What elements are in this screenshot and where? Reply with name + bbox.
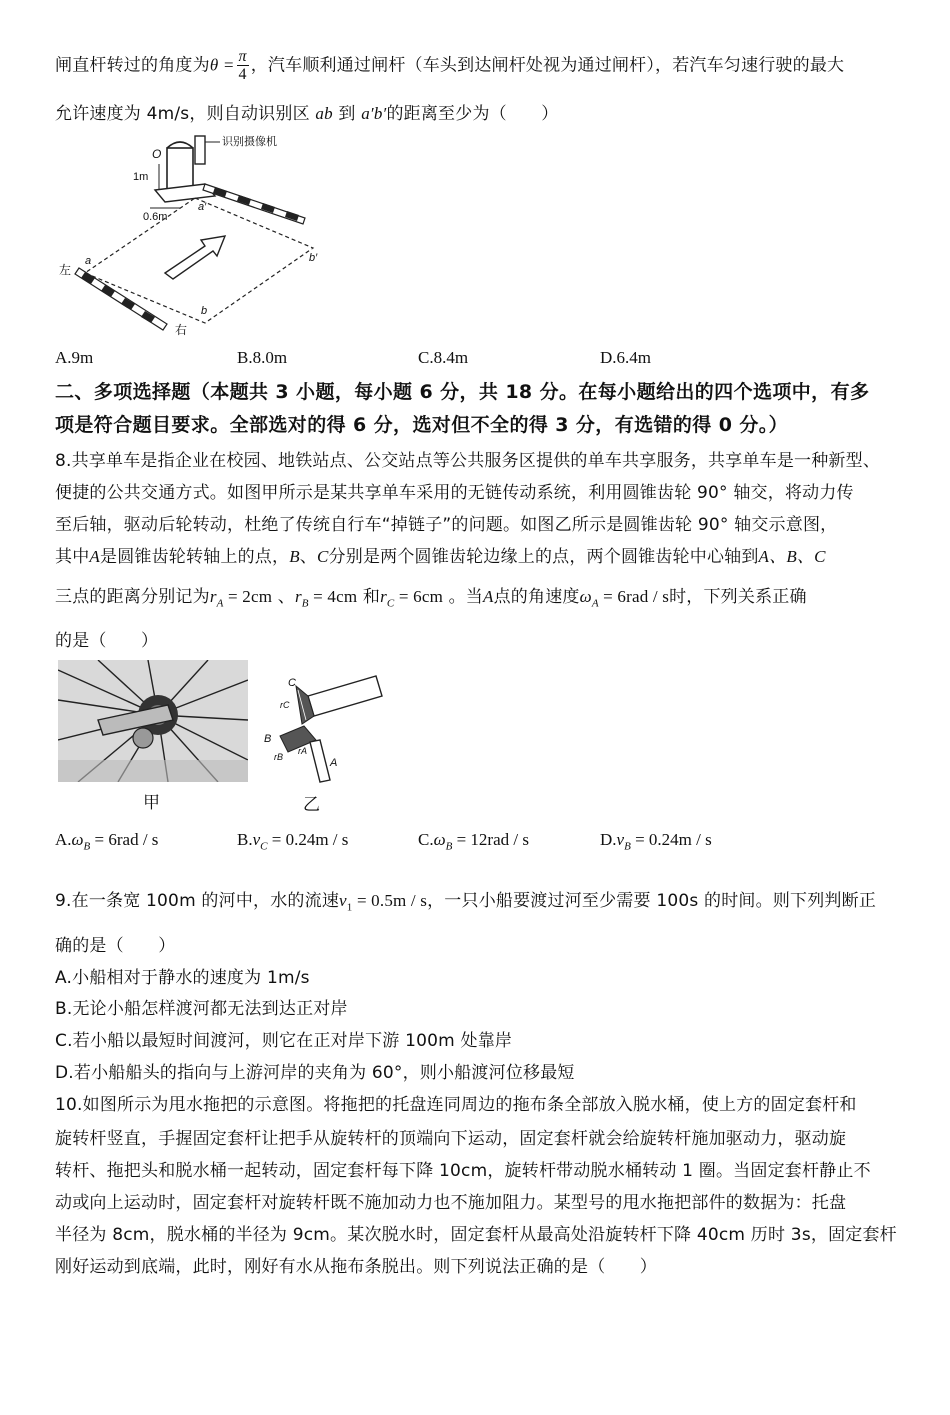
q7-option-a[interactable]: A.9m [55, 348, 94, 367]
point-O-label: O [152, 147, 162, 161]
rA-expression [209, 587, 273, 610]
q9-option-a[interactable]: A.小船相对于静水的速度为 1m/s [55, 968, 310, 988]
ground [58, 760, 248, 782]
omega-symbol: ω [71, 830, 84, 849]
rC-symbol: r [380, 587, 387, 606]
option-value: = 0.24m / s [630, 830, 712, 849]
velocity-symbol: v [252, 830, 261, 849]
q7-option-d[interactable]: D.6.4m [600, 348, 651, 367]
q8-text: 点的角速度 [493, 587, 580, 607]
q8-line-6: 的是（ ） [55, 631, 159, 651]
camera-label: 识别摄像机 [222, 136, 277, 148]
gate-post-top [167, 142, 193, 148]
q8-text: 和 [357, 587, 381, 607]
q9-option-c[interactable]: C.若小船以最短时间渡河，则它在正对岸下游 100m 处靠岸 [55, 1031, 513, 1051]
option-prefix: A. [55, 830, 72, 849]
q8-options [55, 830, 895, 854]
point-C: C [317, 547, 329, 566]
width-06m-label: 0.6m [143, 211, 168, 223]
direction-arrow-icon [165, 236, 225, 279]
bevel-gear-icon [133, 728, 153, 748]
upper-shaft [308, 676, 382, 716]
omega-A-value: = 6rad / s [598, 587, 670, 606]
point-A: A [483, 587, 494, 606]
option-subscript: B [624, 840, 631, 853]
q8-text: 、 [272, 587, 295, 607]
gear-point-A-label: A [330, 757, 338, 769]
rA-symbol: r [209, 587, 217, 606]
point-a-prime-label: a′ [198, 201, 207, 213]
q9-option-b[interactable]: B.无论小船怎样渡河都无法到达正对岸 [55, 999, 348, 1019]
option-prefix: B. [237, 830, 253, 849]
q9-option-d[interactable]: D.若小船船头的指向与上游河岸的夹角为 60°，则小船渡河位移最短 [55, 1063, 575, 1083]
q8-text: 三点的距离分别记为 [55, 587, 210, 607]
fraction-numerator: π [238, 48, 247, 65]
rA-value: = 2cm [223, 587, 273, 606]
q7-text: 的距离至少为（ ） [386, 104, 559, 124]
rC-expression [380, 587, 443, 610]
camera-icon [195, 136, 205, 164]
q7-text: 允许速度为 4m/s，则自动识别区 [55, 104, 310, 124]
q8-text: 时，下列关系正确 [669, 587, 807, 607]
option-prefix: D. [600, 830, 617, 849]
q8-text: 、 [299, 547, 317, 567]
q10-line-3: 转杆、拖把头和脱水桶一起转动，固定套杆每下降 10cm，旋转杆带动脱水桶转动 1 圈。当固定套杆静止不 [55, 1161, 871, 1181]
point-b-prime-label: b′ [309, 252, 318, 264]
option-value: = 0.24m / s [267, 830, 349, 849]
omega-symbol: ω [579, 587, 592, 606]
q7-text: 闸直杆转过的角度为 [55, 55, 210, 76]
lower-shaft [310, 740, 330, 782]
gate-arm [203, 184, 305, 224]
option-subscript: B [445, 840, 453, 853]
q8-text: 其中 [55, 547, 90, 567]
q7-line-2 [55, 99, 558, 124]
q7-options [55, 348, 895, 372]
q10-line-6: 刚好运动到底端，此时，刚好有水从拖布条脱出。则下列说法正确的是（ ） [55, 1257, 657, 1277]
q8-line-5 [55, 582, 807, 609]
omega-symbol: ω [433, 830, 446, 849]
q9-line-1 [55, 886, 876, 913]
q9-text: 9.在一条宽 100m 的河中，水的流速 [55, 891, 340, 911]
option-prefix: C. [418, 830, 434, 849]
point-B: B [289, 547, 300, 566]
rB-symbol: r [294, 587, 302, 606]
rB-expression [294, 587, 358, 610]
ab-line [75, 268, 167, 330]
q7-text: ，汽车顺利通过闸杆（车头到达闸杆处视为通过闸杆），若汽车匀速行驶的最大 [250, 55, 845, 76]
fraction-denominator: 4 [238, 66, 247, 83]
rB-subscript: B [301, 597, 309, 610]
q7-line-1 [55, 48, 844, 83]
omega-subscript: A [591, 597, 599, 610]
option-subscript: B [83, 840, 91, 853]
q8-line-1: 8.共享单车是指企业在校园、地铁站点、公交站点等公共服务区提供的单车共享服务，共享单车是一种新型、 [55, 451, 881, 471]
q8-text: 。当 [443, 587, 484, 607]
bevel-gear-diagram-yi [258, 668, 388, 788]
q9-text: ，一只小船要渡过河至少需要 100s 的时间。则下列判断正 [427, 891, 877, 911]
option-subscript: C [260, 840, 268, 853]
q10-line-4: 动或向上运动时，固定套杆对旋转杆既不施加动力也不施加阻力。某型号的甩水拖把部件的数据为：托盘 [55, 1193, 847, 1213]
q7-option-c[interactable]: C.8.4m [418, 348, 469, 367]
q10-line-2: 旋转杆竖直，手握固定套杆让把手从旋转杆的顶端向下运动，固定套杆就会给旋转杆施加驱动力，驱动旋 [55, 1129, 847, 1149]
points-ABC: A、B、C [758, 547, 826, 566]
q8-option-d[interactable] [600, 830, 712, 852]
section-2-header-line-2: 项是符合题目要求。全部选对的得 6 分，选对但不全的得 3 分，有选错的得 0 分。） [55, 414, 789, 436]
zone-ab-label: ab [315, 104, 333, 123]
q8-text: 分别是两个圆锥齿轮边缘上的点，两个圆锥齿轮中心轴到 [328, 547, 759, 567]
v1-subscript: 1 [346, 901, 353, 914]
q10-line-1: 10.如图所示为甩水拖把的示意图。将拖把的托盘连同周边的拖布条全部放入脱水桶，使上方的固定套杆和 [55, 1095, 857, 1115]
gear-point-B-label: B [264, 733, 272, 745]
rB-value: = 4cm [308, 587, 358, 606]
q8-text: 是圆锥齿轮转轴上的点， [100, 547, 290, 567]
rA-subscript: A [216, 597, 224, 610]
point-A: A [89, 547, 100, 566]
gate-diagram [55, 128, 355, 338]
theta-symbol: θ = [209, 55, 235, 75]
pi-over-4-fraction [237, 48, 249, 83]
v1-symbol: v [339, 891, 347, 910]
q8-line-4 [55, 542, 826, 567]
q7-text: 到 [338, 104, 356, 124]
q8-option-b[interactable] [237, 830, 348, 852]
point-a-label: a [85, 255, 92, 267]
q8-option-c[interactable] [418, 830, 529, 852]
q8-option-a[interactable] [55, 830, 158, 852]
gear-rB-label: rB [274, 752, 283, 762]
right-side-label: 右 [175, 323, 188, 337]
left-side-label: 左 [59, 263, 72, 277]
bike-photo-figure-jia [58, 660, 248, 782]
q10-line-5: 半径为 8cm，脱水桶的半径为 9cm。某次脱水时，固定套杆从最高处沿旋转杆下降 40cm 历时 3s，固定套杆 [55, 1225, 897, 1245]
v1-expression [339, 891, 428, 914]
q9-line-2: 确的是（ ） [55, 936, 176, 956]
figure-yi-caption: 乙 [303, 795, 321, 815]
height-1m-label: 1m [133, 171, 149, 183]
q7-option-b[interactable]: B.8.0m [237, 348, 288, 367]
omega-A-expression [579, 587, 670, 610]
option-value: = 6rad / s [90, 830, 159, 849]
q8-line-2: 便捷的公共交通方式。如图甲所示是某共享单车采用的无链传动系统，利用圆锥齿轮 90° 轴交，将动力传 [55, 483, 854, 503]
section-2-header-line-1: 二、多项选择题（本题共 3 小题，每小题 6 分，共 18 分。在每小题给出的四个选项中，有多 [55, 381, 870, 403]
gear-point-C-label: C [288, 677, 296, 689]
option-value: = 12rad / s [452, 830, 529, 849]
point-b-label: b [201, 305, 208, 317]
rC-subscript: C [386, 597, 395, 610]
rC-value: = 6cm [394, 587, 443, 606]
gear-rA-label: rA [298, 746, 307, 756]
q8-line-3: 至后轴，驱动后轮转动，杜绝了传统自行车“掉链子”的问题。如图乙所示是圆锥齿轮 90° 轴交示意图， [55, 515, 838, 535]
zone-ab-prime-label: a′b′ [361, 104, 387, 123]
velocity-symbol: v [616, 830, 625, 849]
figure-jia-caption: 甲 [143, 793, 161, 813]
gear-rC-label: rC [280, 700, 290, 710]
v1-value: = 0.5m / s [352, 891, 428, 910]
